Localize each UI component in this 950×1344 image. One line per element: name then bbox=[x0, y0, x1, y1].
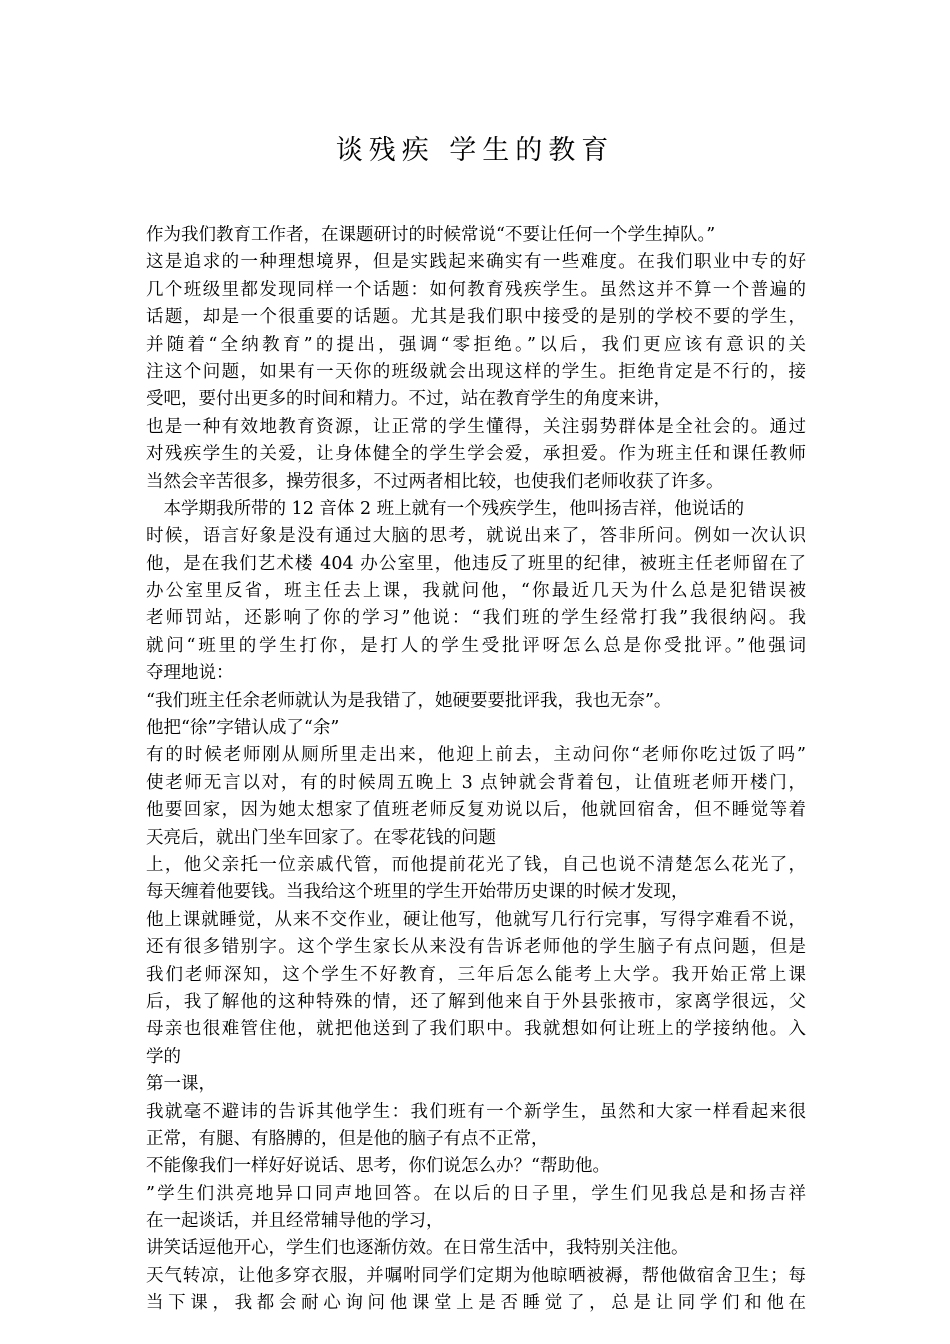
body-line: 几个班级里都发现同样一个话题：如何教育残疾学生。虽然这并不算一个普遍的 bbox=[146, 279, 806, 300]
body-line: 我就毫不避讳的告诉其他学生：我们班有一个新学生，虽然和大家一样看起来很 bbox=[146, 1101, 806, 1122]
body-line: 夺理地说： bbox=[146, 663, 234, 684]
body-line: 他，是在我们艺术楼 404 办公室里，他违反了班里的纪律，被班主任老师留在了 bbox=[146, 553, 806, 574]
body-line: 天亮后，就出门坐车回家了。在零花钱的问题 bbox=[146, 827, 496, 848]
body-line: 老师罚站，还影响了你的学习”他说：“我们班的学生经常打我”我很纳闷。我 bbox=[146, 608, 806, 629]
body-line: 对残疾学生的关爱，让身体健全的学生学会爱，承担爱。作为班主任和课任教师 bbox=[146, 444, 806, 465]
body-line: 使老师无言以对，有的时候周五晚上 3 点钟就会背着包，让值班老师开楼门， bbox=[146, 772, 806, 793]
body-line: 学的 bbox=[146, 1046, 181, 1067]
body-line: 当下课，我都会耐心询问他课堂上是否睡觉了，总是让同学们和他在 bbox=[146, 1293, 806, 1314]
body-line: 不能像我们一样好好说话、思考，你们说怎么办？“帮助他。 bbox=[146, 1156, 610, 1177]
body-line: 他把“徐”字错认成了“余” bbox=[146, 718, 340, 739]
body-line: 天气转凉，让他多穿衣服，并嘱咐同学们定期为他晾晒被褥，帮他做宿舍卫生；每 bbox=[146, 1265, 806, 1286]
body-line: 在一起谈话，并且经常辅导他的学习， bbox=[146, 1211, 444, 1232]
body-line: 后，我了解他的这种特殊的情，还了解到他来自于外县张掖市，家离学很远，父 bbox=[146, 991, 806, 1012]
body-line: 正常，有腿、有胳膊的，但是他的脑子有点不正常， bbox=[146, 1128, 549, 1149]
body-line: 话题，却是一个很重要的话题。尤其是我们职中接受的是别的学校不要的学生， bbox=[146, 307, 806, 328]
body-line: 第一课， bbox=[146, 1074, 216, 1095]
body-line: 当然会辛苦很多，操劳很多，不过两者相比较，也使我们老师收获了许多。 bbox=[146, 471, 724, 492]
body-line: 上，他父亲托一位亲戚代管，而他提前花光了钱，自己也说不清楚怎么花光了， bbox=[146, 854, 806, 875]
body-line: 作为我们教育工作者，在课题研讨的时候常说“不要让任何一个学生掉队。” bbox=[146, 225, 716, 245]
body-line: 母亲也很难管住他，就把他送到了我们职中。我就想如何让班上的学接纳他。入 bbox=[146, 1019, 806, 1040]
document-title: 谈残疾 学生的教育 bbox=[335, 135, 615, 166]
document-body bbox=[146, 222, 806, 1318]
body-line: 我们老师深知，这个学生不好教育，三年后怎么能考上大学。我开始正常上课 bbox=[146, 964, 806, 985]
body-line: “我们班主任余老师就认为是我错了，她硬要要批评我，我也无奈”。 bbox=[146, 690, 672, 711]
body-line: 本学期我所带的 12 音体 2 班上就有一个残疾学生，他叫扬吉祥，他说话的 bbox=[146, 498, 745, 519]
body-line: 办公室里反省，班主任去上课，我就问他，“你最近几天为什么总是犯错误被 bbox=[146, 581, 806, 602]
body-line: 有的时候老师刚从厕所里走出来，他迎上前去，主动问你“老师你吃过饭了吗” bbox=[146, 745, 806, 766]
body-line: 并随着“全纳教育”的提出，强调“零拒绝。”以后，我们更应该有意识的关 bbox=[146, 334, 806, 355]
body-line: 每天缠着他要钱。当我给这个班里的学生开始带历史课的时候才发现， bbox=[146, 882, 689, 903]
body-line: 就问“班里的学生打你，是打人的学生受批评呀怎么总是你受批评。”他强词 bbox=[146, 635, 806, 656]
body-line: 他要回家，因为她太想家了值班老师反复劝说以后，他就回宿舍，但不睡觉等着 bbox=[146, 800, 806, 821]
body-line: 他上课就睡觉，从来不交作业，硬让他写，他就写几行行完事，写得字难看不说， bbox=[146, 909, 806, 930]
body-line: 讲笑话逗他开心，学生们也逐渐仿效。在日常生活中，我特别关注他。 bbox=[146, 1238, 689, 1259]
body-line: 也是一种有效地教育资源，让正常的学生懂得，关注弱势群体是全社会的。通过 bbox=[146, 416, 806, 437]
body-line: 注这个问题，如果有一天你的班级就会出现这样的学生。拒绝肯定是不行的，接 bbox=[146, 361, 806, 382]
body-line: 还有很多错别字。这个学生家长从来没有告诉老师他的学生脑子有点问题，但是 bbox=[146, 937, 806, 958]
body-line: 受吧，要付出更多的时间和精力。不过，站在教育学生的角度来讲， bbox=[146, 389, 671, 410]
body-line: 时候，语言好象是没有通过大脑的思考，就说出来了，答非所问。例如一次认识 bbox=[146, 526, 806, 547]
body-line: ”学生们洪亮地异口同声地回答。在以后的日子里，学生们见我总是和扬吉祥 bbox=[146, 1183, 806, 1204]
body-line: 这是追求的一种理想境界，但是实践起来确实有一些难度。在我们职业中专的好 bbox=[146, 252, 806, 273]
